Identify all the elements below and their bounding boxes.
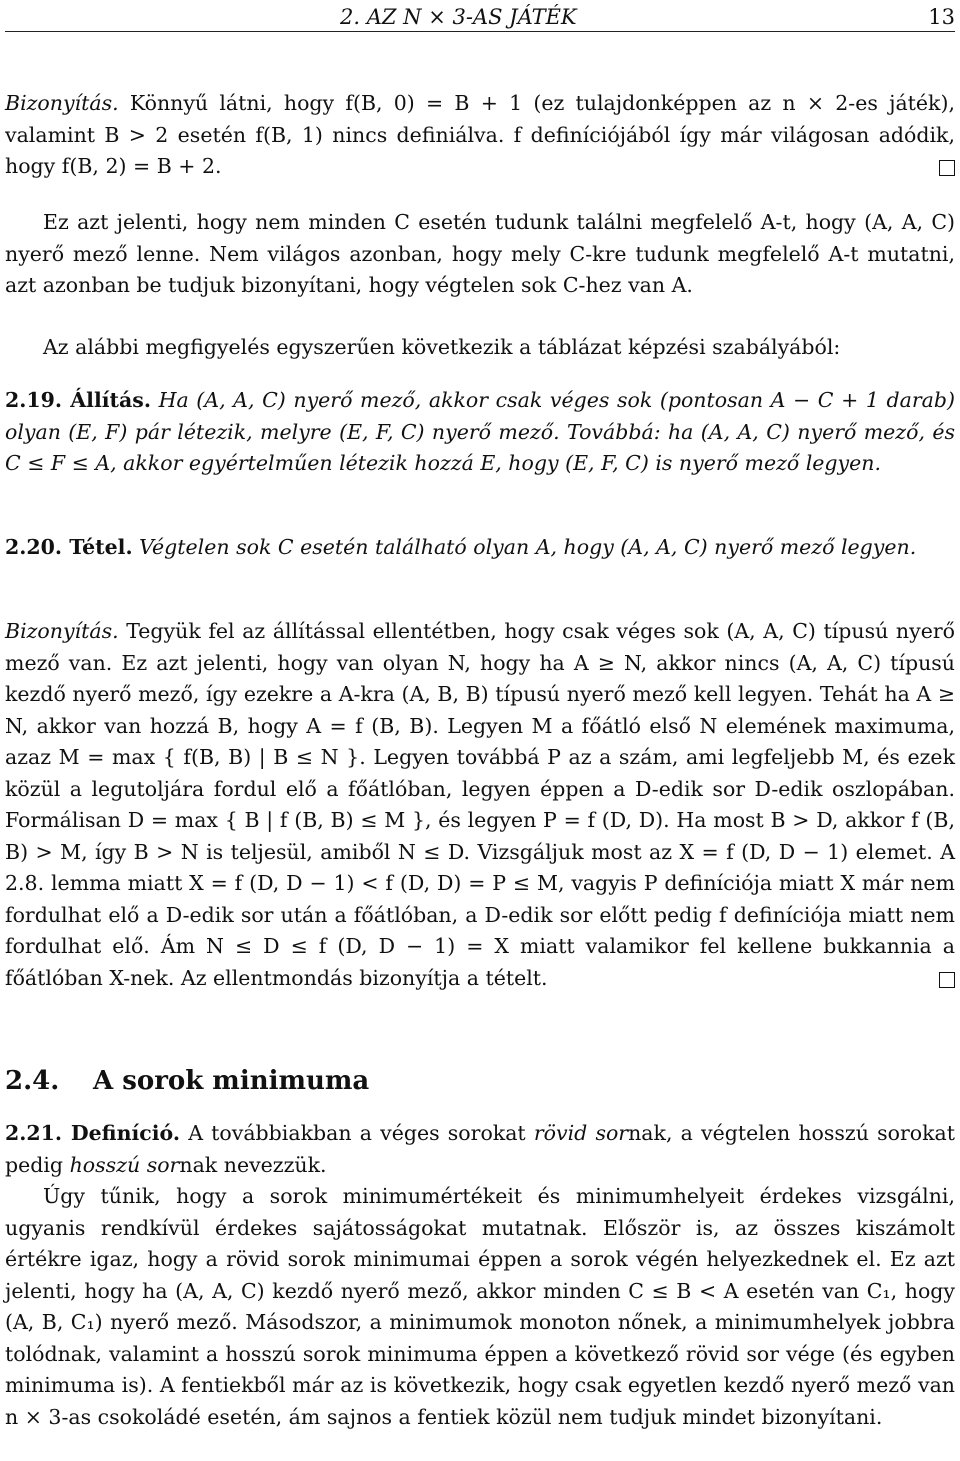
- definition-term: rövid sor: [533, 1121, 629, 1145]
- definition-term: hosszú sor: [69, 1152, 180, 1177]
- paragraph-minimum: [5, 1181, 955, 1433]
- paragraph-text: Az alábbi megfigyelés egyszerűen következik a táblázat képzési szabályából:: [43, 335, 841, 359]
- claim-label: 2.19. Állítás.: [5, 388, 151, 412]
- definition-text: nak, a végtelen hosszú sorokat pedig: [5, 1121, 955, 1177]
- proof-label: Bizonyítás.: [5, 91, 119, 115]
- qed-icon: [939, 972, 955, 988]
- running-header: [5, 5, 955, 32]
- theorem-2-20: [5, 532, 955, 564]
- section-title: A sorok minimuma: [93, 1066, 370, 1096]
- qed-icon: [939, 160, 955, 176]
- definition-text: nak nevezzük.: [179, 1152, 327, 1177]
- definition-text: A továbbiakban a véges sorokat: [188, 1121, 526, 1145]
- definition-2-21: [5, 1118, 955, 1181]
- page-number: 13: [928, 5, 955, 29]
- section-heading: [5, 1066, 369, 1096]
- proof-short: [5, 88, 955, 183]
- theorem-text: Végtelen sok C esetén található olyan A, hogy (A, A, C) nyerő mező legyen.: [139, 535, 917, 559]
- theorem-label: 2.20. Tétel.: [5, 535, 133, 559]
- paragraph-text: Úgy tűnik, hogy a sorok minimumértékeit és minimumhelyeit érdekes vizsgálni, ugyanis rendkívül érdekes sajátosságokat mutatnak. Először is, az összes kiszámolt értékre igaz, hogy a rövid sorok minimumai éppen a sorok végén helyezkednek el. Ez azt jelenti, hogy ha (A, A, C) kezdő nyerő mező, akkor minden C ≤ B < A esetén van C₁, hogy (A, B, C₁) nyerő mező. Másodszor, a minimumok monoton nőnek, a minimumhelyek jobbra tolódnak, valamint a hosszú sorok minimuma éppen a következő rövid sor vége (és egyben minimuma is). A fentiekből már az is következik, hogy csak egyetlen kezdő nyerő mező van n × 3-as csokoládé esetén, ám sajnos a fentiek közül nem tudjuk mindet bizonyítani.: [5, 1184, 955, 1429]
- paragraph-text: Ez azt jelenti, hogy nem minden C esetén tudunk találni megfelelő A-t, hogy (A, A, C) nyerő mező lenne. Nem világos azonban, hogy mely C-kre tudunk megfelelő A-t mutatni, azt azonban be tudjuk bizonyítani, hogy végtelen sok C-hez van A.: [5, 210, 955, 297]
- paragraph-intro: [5, 332, 955, 364]
- proof-theorem: [5, 616, 955, 994]
- definition-label: 2.21. Definíció.: [5, 1121, 180, 1145]
- section-number: 2.4.: [5, 1066, 60, 1096]
- chapter-title: 2. AZ N × 3-AS JÁTÉK: [340, 5, 577, 29]
- paragraph-observation: [5, 207, 955, 302]
- proof-text: Tegyük fel az állítással ellentétben, hogy csak véges sok (A, A, C) típusú nyerő mező van. Ez azt jelenti, hogy van olyan N, hogy ha A ≥ N, akkor nincs (A, A, C) típusú kezdő nyerő mező, így ezekre a A-kra (A, B, B) típusú nyerő mező kell legyen. Tehát ha A ≥ N, akkor van hozzá B, hogy A = f (B, B). Legyen M a főátló első N elemének maximuma, azaz M = max { f(B, B) | B ≤ N }. Legyen továbbá P az a szám, ami legfeljebb M, és ezek közül a legutoljára fordul elő a főátlóban, legyen éppen a D-edik sor D-edik oszlopában. Formálisan D = max { B | f (B, B) ≤ M }, és legyen P = f (D, D). Ha most B > D, akkor f (B, B) > M, így B > N is teljesül, amiből N ≤ D. Vizsgáljuk most az X = f (D, D − 1) elemet. A 2.8. lemma miatt X = f (D, D − 1) < f (D, D) = P ≤ M, vagyis P definíciója miatt X már nem fordulhat elő a D-edik sor után a főátlóban, a D-edik sor előtt pedig f definíciója miatt nem fordulhat elő. Ám N ≤ D ≤ f (D, D − 1) = X miatt valamikor fel kellene bukkannia a főátlóban X-nek. Az ellentmondás bizonyítja a tételt.: [5, 619, 955, 990]
- proof-label: Bizonyítás.: [5, 619, 119, 643]
- claim-2-19: [5, 385, 955, 480]
- claim-text: Ha (A, A, C) nyerő mező, akkor csak véges sok (pontosan A − C + 1 darab) olyan (E, F) pár létezik, melyre (E, F, C) nyerő mező. Továbbá: ha (A, A, C) nyerő mező, és C ≤ F ≤ A, akkor egyértelműen létezik hozzá E, hogy (E, F, C) is nyerő mező legyen.: [5, 388, 955, 475]
- proof-text: Könnyű látni, hogy f(B, 0) = B + 1 (ez tulajdonképpen az n × 2-es játék), valamint B > 2 esetén f(B, 1) nincs definiálva. f definíciójából így már világosan adódik, hogy f(B, 2) = B + 2.: [5, 91, 955, 178]
